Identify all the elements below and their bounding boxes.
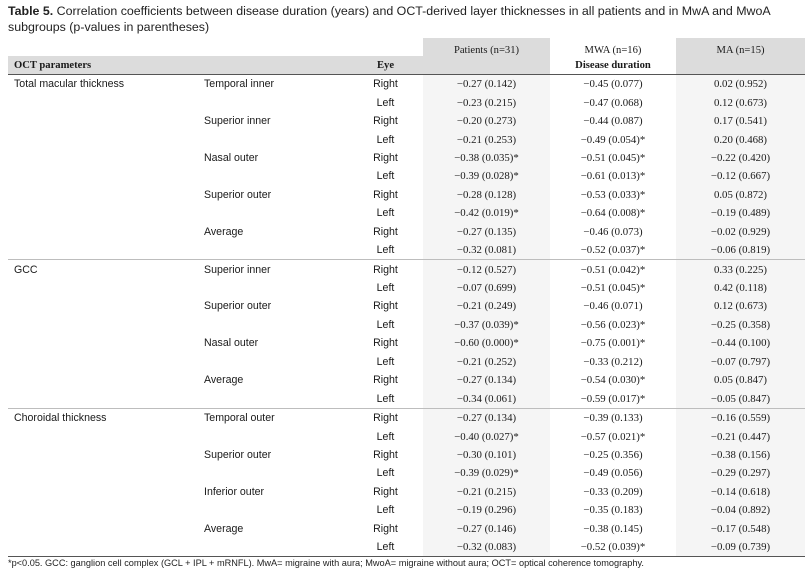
mwa-value-cell: −0.49 (0.056) [550, 464, 676, 482]
patients-value-cell: −0.27 (0.142) [423, 75, 550, 94]
table-row [8, 464, 805, 482]
eye-cell: Left [376, 133, 395, 146]
ma-value-cell: −0.09 (0.739) [676, 538, 805, 556]
patients-value-cell: −0.27 (0.146) [423, 520, 550, 538]
region-cell: Superior outer [204, 188, 272, 201]
mwa-value-cell: −0.38 (0.145) [550, 520, 676, 538]
mwa-value-cell: −0.64 (0.008)* [550, 204, 676, 222]
header-blank [8, 38, 198, 56]
eye-cell: Left [376, 504, 395, 517]
ma-value-cell: 0.12 (0.673) [676, 297, 805, 315]
mwa-value-cell: −0.46 (0.073) [550, 223, 676, 241]
eye-cell: Left [376, 541, 395, 554]
region-cell: Average [204, 225, 244, 238]
eye-cell: Left [376, 392, 395, 405]
region-cell: Average [204, 522, 244, 535]
region-cell [198, 464, 348, 482]
oct-parameter-cell: GCC [8, 260, 198, 279]
oct-parameter-cell [8, 186, 198, 204]
ma-value-cell: 0.42 (0.118) [676, 279, 805, 297]
patients-value-cell: −0.21 (0.253) [423, 130, 550, 148]
correlation-table [8, 38, 805, 556]
table-row [8, 75, 805, 94]
ma-value-cell: −0.06 (0.819) [676, 241, 805, 260]
table-label: Table 5. [8, 4, 54, 18]
eye-cell: Right [373, 151, 398, 164]
region-cell: Superior outer [204, 448, 272, 461]
header-blank [423, 56, 550, 75]
table-body [8, 75, 805, 557]
oct-parameter-cell [8, 297, 198, 315]
ma-value-cell: 0.33 (0.225) [676, 260, 805, 279]
region-cell [198, 167, 348, 185]
eye-cell: Right [373, 188, 398, 201]
mwa-value-cell: −0.53 (0.033)* [550, 186, 676, 204]
region-cell [198, 130, 348, 148]
mwa-value-cell: −0.61 (0.013)* [550, 167, 676, 185]
oct-parameter-cell [8, 538, 198, 556]
ma-value-cell: 0.05 (0.847) [676, 371, 805, 389]
eye-cell: Right [373, 337, 398, 350]
column-header-oct-parameters: OCT parameters [8, 56, 198, 75]
table-caption [8, 3, 808, 35]
patients-value-cell: −0.39 (0.028)* [423, 167, 550, 185]
eye-cell: Left [376, 96, 395, 109]
table-row [8, 408, 805, 427]
region-cell [198, 93, 348, 111]
region-cell: Average [204, 374, 244, 387]
ma-value-cell: −0.02 (0.929) [676, 223, 805, 241]
table-row [8, 316, 805, 334]
ma-value-cell: −0.21 (0.447) [676, 427, 805, 445]
mwa-value-cell: −0.44 (0.087) [550, 112, 676, 130]
mwa-value-cell: −0.57 (0.021)* [550, 427, 676, 445]
patients-value-cell: −0.37 (0.039)* [423, 316, 550, 334]
patients-value-cell: −0.12 (0.527) [423, 260, 550, 279]
patients-value-cell: −0.27 (0.134) [423, 408, 550, 427]
oct-parameter-cell: Choroidal thickness [8, 408, 198, 427]
eye-cell: Right [373, 78, 398, 91]
region-cell: Temporal outer [198, 408, 348, 427]
eye-cell: Right [373, 448, 398, 461]
eye-cell: Right [373, 522, 398, 535]
patients-value-cell: −0.40 (0.027)* [423, 427, 550, 445]
table-row [8, 130, 805, 148]
column-header-eye: Eye [348, 56, 423, 75]
ma-value-cell: −0.19 (0.489) [676, 204, 805, 222]
mwa-value-cell: −0.51 (0.042)* [550, 260, 676, 279]
region-cell [198, 316, 348, 334]
table-row [8, 241, 805, 260]
oct-parameter-cell: Total macular thickness [14, 78, 125, 91]
eye-cell: Left [376, 318, 395, 331]
table-row [8, 501, 805, 519]
patients-value-cell: −0.34 (0.061) [423, 389, 550, 408]
mwa-value-cell: −0.46 (0.071) [550, 297, 676, 315]
table-row [8, 93, 805, 111]
mwa-value-cell: −0.51 (0.045)* [550, 149, 676, 167]
eye-cell: Left [376, 282, 395, 295]
table-row [8, 483, 805, 501]
ma-value-cell: −0.14 (0.618) [676, 483, 805, 501]
mwa-value-cell: −0.45 (0.077) [550, 75, 676, 94]
region-cell: Nasal outer [204, 151, 259, 164]
column-header-ma: MA (n=15) [676, 38, 805, 56]
mwa-value-cell: −0.33 (0.212) [550, 353, 676, 371]
mwa-value-cell: −0.75 (0.001)* [550, 334, 676, 352]
ma-value-cell: 0.12 (0.673) [676, 93, 805, 111]
patients-value-cell: −0.39 (0.029)* [423, 464, 550, 482]
region-cell: Superior outer [204, 300, 272, 313]
mwa-value-cell: −0.51 (0.045)* [550, 279, 676, 297]
column-header-patients: Patients (n=31) [423, 38, 550, 56]
eye-cell: Left [376, 355, 395, 368]
region-cell [198, 538, 348, 556]
eye-cell: Right [373, 300, 398, 313]
table-row [8, 112, 805, 130]
mwa-value-cell: −0.25 (0.356) [550, 446, 676, 464]
mwa-value-cell: −0.56 (0.023)* [550, 316, 676, 334]
table-row [8, 223, 805, 241]
patients-value-cell: −0.21 (0.252) [423, 353, 550, 371]
region-cell [198, 204, 348, 222]
eye-cell: Left [376, 170, 395, 183]
ma-value-cell: −0.16 (0.559) [676, 408, 805, 427]
patients-value-cell: −0.21 (0.249) [423, 297, 550, 315]
oct-parameter-cell [8, 279, 198, 297]
header-blank [198, 38, 348, 56]
oct-parameter-cell [8, 223, 198, 241]
oct-parameter-cell [8, 483, 198, 501]
table-header [8, 38, 805, 75]
eye-cell: Right [348, 260, 423, 279]
table-row [8, 538, 805, 556]
oct-parameter-cell [8, 204, 198, 222]
oct-parameter-cell [8, 112, 198, 130]
oct-parameter-cell [8, 464, 198, 482]
table-row [8, 167, 805, 185]
header-blank [348, 38, 423, 56]
table-row [8, 520, 805, 538]
eye-cell: Left [376, 467, 395, 480]
region-cell [198, 427, 348, 445]
region-cell [198, 353, 348, 371]
region-cell [198, 389, 348, 408]
table-row [8, 204, 805, 222]
ma-value-cell: −0.44 (0.100) [676, 334, 805, 352]
oct-parameter-cell [8, 353, 198, 371]
table-wrapper [8, 38, 805, 557]
oct-parameter-cell [8, 371, 198, 389]
header-blank [198, 56, 348, 75]
ma-value-cell: 0.05 (0.872) [676, 186, 805, 204]
region-cell: Superior inner [198, 260, 348, 279]
patients-value-cell: −0.19 (0.296) [423, 501, 550, 519]
table-row [8, 149, 805, 167]
patients-value-cell: −0.30 (0.101) [423, 446, 550, 464]
oct-parameter-cell [8, 93, 198, 111]
patients-value-cell: −0.28 (0.128) [423, 186, 550, 204]
eye-cell: Right [373, 485, 398, 498]
ma-value-cell: 0.17 (0.541) [676, 112, 805, 130]
patients-value-cell: −0.42 (0.019)* [423, 204, 550, 222]
ma-value-cell: −0.29 (0.297) [676, 464, 805, 482]
eye-cell: Right [373, 374, 398, 387]
ma-value-cell: −0.38 (0.156) [676, 446, 805, 464]
table-row [8, 371, 805, 389]
patients-value-cell: −0.20 (0.273) [423, 112, 550, 130]
oct-parameter-cell [8, 427, 198, 445]
oct-parameter-cell [8, 167, 198, 185]
table-caption-text: Correlation coefficients between disease duration (years) and OCT-derived layer thicknesses in all patients and in MwA and MwoA subgroups (p-values in parentheses) [8, 4, 770, 34]
region-cell [198, 241, 348, 260]
table-row [8, 446, 805, 464]
patients-value-cell: −0.38 (0.035)* [423, 149, 550, 167]
region-cell [198, 501, 348, 519]
ma-value-cell: −0.12 (0.667) [676, 167, 805, 185]
table-row [8, 279, 805, 297]
table-row [8, 334, 805, 352]
ma-value-cell: −0.22 (0.420) [676, 149, 805, 167]
table-row [8, 389, 805, 408]
mwa-value-cell: −0.47 (0.068) [550, 93, 676, 111]
eye-cell: Left [376, 244, 395, 257]
patients-value-cell: −0.27 (0.134) [423, 371, 550, 389]
oct-parameter-cell [8, 446, 198, 464]
table-row [8, 297, 805, 315]
region-cell [198, 279, 348, 297]
column-header-mwa: MWA (n=16) [550, 38, 676, 56]
header-blank [676, 56, 805, 75]
ma-value-cell: −0.05 (0.847) [676, 389, 805, 408]
oct-parameter-cell [8, 149, 198, 167]
oct-parameter-cell [8, 520, 198, 538]
patients-value-cell: −0.60 (0.000)* [423, 334, 550, 352]
table-row [8, 427, 805, 445]
patients-value-cell: −0.07 (0.699) [423, 279, 550, 297]
patients-value-cell: −0.32 (0.081) [423, 241, 550, 260]
eye-cell: Left [376, 430, 395, 443]
ma-value-cell: −0.04 (0.892) [676, 501, 805, 519]
eye-cell: Right [373, 115, 398, 128]
eye-cell: Right [373, 225, 398, 238]
oct-parameter-cell [8, 130, 198, 148]
region-cell: Inferior outer [204, 485, 265, 498]
oct-parameter-cell [8, 334, 198, 352]
table-row [8, 353, 805, 371]
region-cell: Superior inner [204, 115, 271, 128]
oct-parameter-cell [8, 501, 198, 519]
ma-value-cell: −0.07 (0.797) [676, 353, 805, 371]
eye-cell: Left [376, 207, 395, 220]
table-row [8, 260, 805, 279]
patients-value-cell: −0.21 (0.215) [423, 483, 550, 501]
oct-parameter-cell [8, 389, 198, 408]
mwa-value-cell: −0.52 (0.039)* [550, 538, 676, 556]
mwa-value-cell: −0.35 (0.183) [550, 501, 676, 519]
mwa-value-cell: −0.59 (0.017)* [550, 389, 676, 408]
patients-value-cell: −0.23 (0.215) [423, 93, 550, 111]
column-header-disease-duration: Disease duration [550, 56, 676, 75]
ma-value-cell: 0.02 (0.952) [676, 75, 805, 94]
mwa-value-cell: −0.49 (0.054)* [550, 130, 676, 148]
patients-value-cell: −0.27 (0.135) [423, 223, 550, 241]
eye-cell: Right [348, 408, 423, 427]
mwa-value-cell: −0.52 (0.037)* [550, 241, 676, 260]
ma-value-cell: 0.20 (0.468) [676, 130, 805, 148]
ma-value-cell: −0.17 (0.548) [676, 520, 805, 538]
region-cell: Temporal inner [204, 78, 275, 91]
table-row [8, 186, 805, 204]
table-footnote: *p<0.05. GCC: ganglion cell complex (GCL + IPL + mRNFL). MwA= migraine with aura; MwoA= migraine without aura; OCT= optical coherence tomography. [8, 558, 644, 568]
mwa-value-cell: −0.39 (0.133) [550, 408, 676, 427]
region-cell: Nasal outer [204, 337, 259, 350]
ma-value-cell: −0.25 (0.358) [676, 316, 805, 334]
patients-value-cell: −0.32 (0.083) [423, 538, 550, 556]
mwa-value-cell: −0.33 (0.209) [550, 483, 676, 501]
mwa-value-cell: −0.54 (0.030)* [550, 371, 676, 389]
oct-parameter-cell [8, 316, 198, 334]
oct-parameter-cell [8, 241, 198, 260]
